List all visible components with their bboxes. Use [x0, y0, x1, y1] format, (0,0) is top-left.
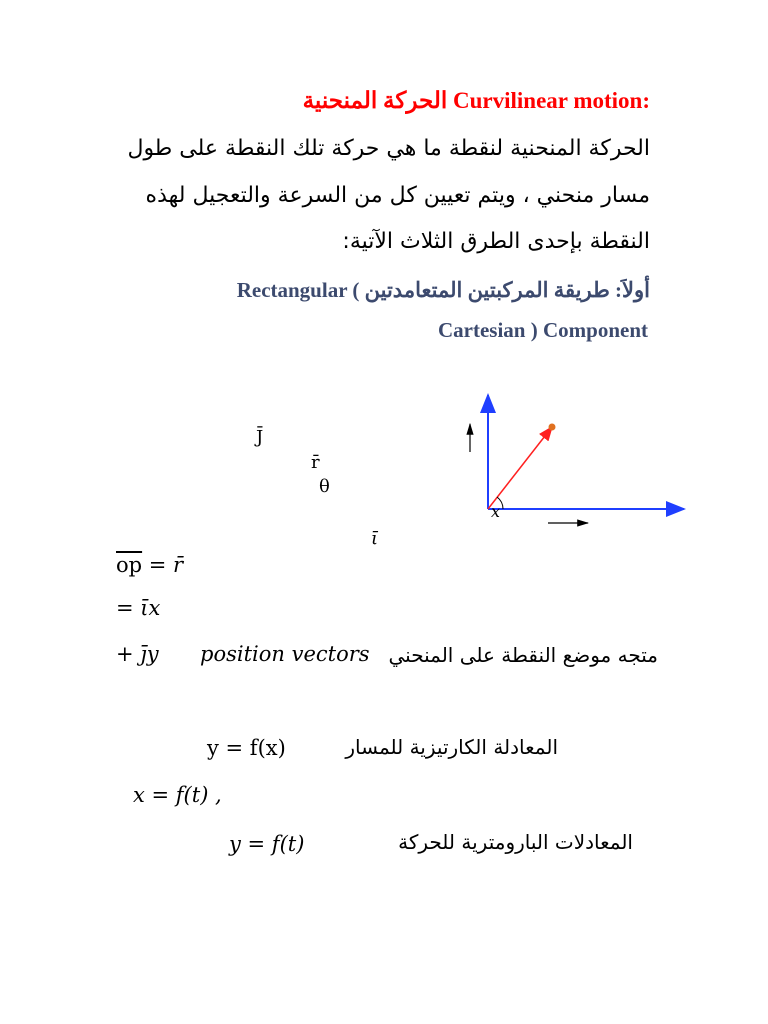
op-rhs: = r̄ [148, 553, 184, 577]
position-vectors-label: position vectors [200, 642, 370, 666]
cartesian-arabic: المعادلة الكارتيزية للمسار [345, 735, 558, 759]
unit-i-symbol: ῑ [371, 528, 379, 549]
param-y-equation: y = f(t) [229, 832, 305, 856]
method1-english-2: Cartesian ) Component [438, 318, 648, 342]
method1-english-1: Rectangular [236, 278, 348, 302]
intro-line-2: مسار منحني ، ويتم تعيين كل من السرعة والتعجيل لهذه [145, 183, 650, 208]
particle-point [549, 424, 556, 431]
vector-r-symbol: r̄ [311, 452, 320, 473]
intro-line-3: النقطة بإحدى الطرق الثلاث الآتية: [342, 229, 650, 254]
intro-line-1: الحركة المنحنية لنقطة ما هي حركة تلك النقطة على طول [127, 136, 650, 161]
op-vector: $\overline{op}$ [116, 553, 143, 577]
x-axis-label: x [491, 502, 501, 521]
param-arabic: المعادلات البارومترية للحركة [398, 830, 633, 854]
equation-ix: = ῑx [116, 596, 161, 620]
position-vectors-arabic: متجه موضع النقطة على المنحني [388, 643, 658, 667]
unit-j-symbol: J̄ [256, 427, 264, 448]
position-vector-line [488, 427, 552, 509]
cartesian-equation: y = f(x) [207, 736, 286, 760]
equation-jy: + j̄y [116, 642, 159, 666]
heading-arabic: الحركة المنحنية [302, 88, 448, 113]
method1-arabic: أولاَ: طريقة المركبتين المتعامدتين ) [352, 278, 650, 302]
theta-symbol: θ [319, 476, 330, 497]
heading-english: Curvilinear motion: [453, 88, 650, 113]
equation-op [116, 553, 183, 577]
param-x-equation: x = f(t) , [133, 783, 222, 807]
